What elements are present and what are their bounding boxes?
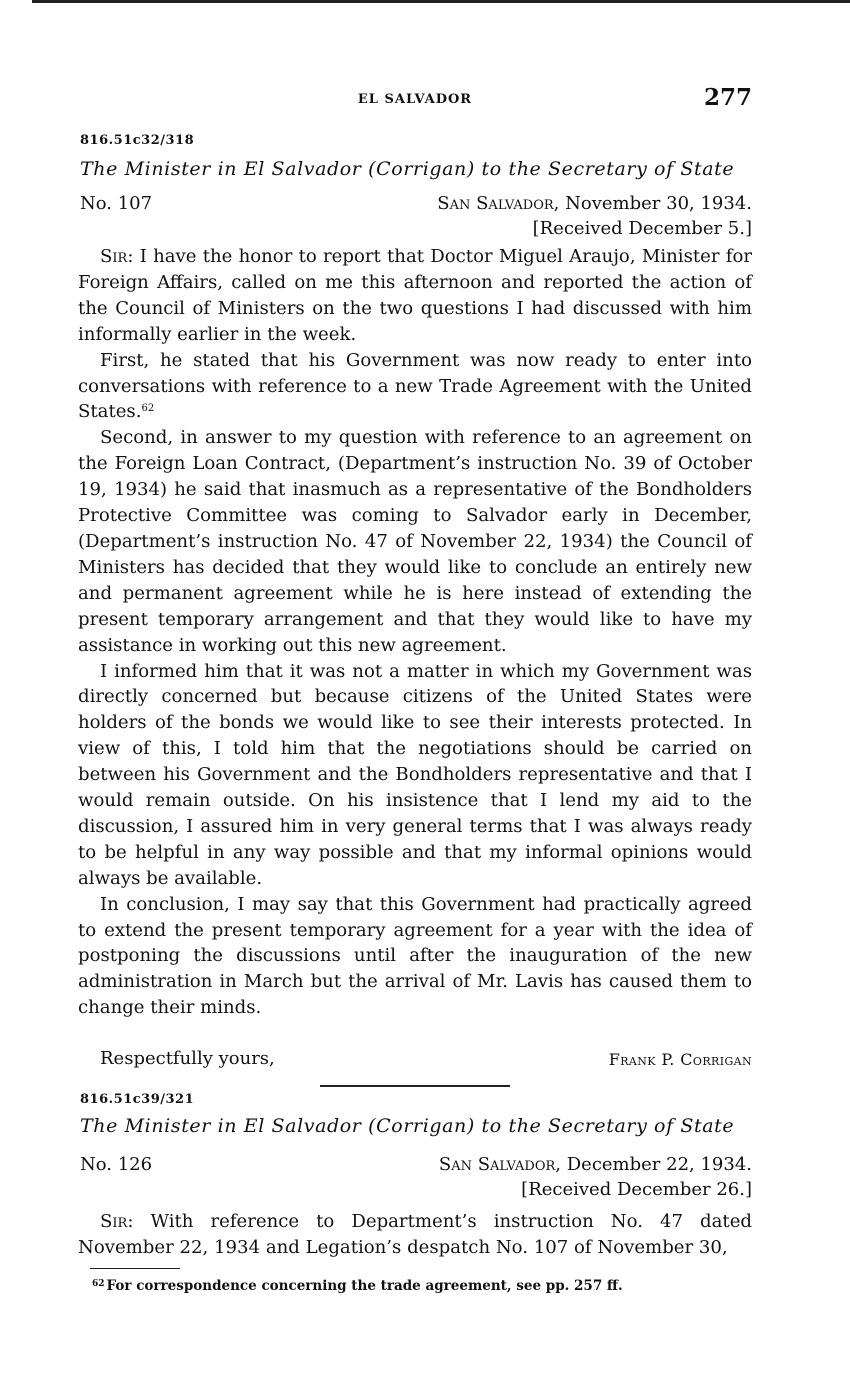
salutation: Sir: — [100, 246, 134, 267]
closing: Respectfully yours, — [100, 1048, 275, 1069]
paragraph-text: Second, in answer to my question with reference to an agreement on the Foreign Loan Contract, (Department’s instruction No. 39 of October 19, 1934) he said that inasmuch as a representative of the Bondholders Protective Committee was coming to Salvador early in December, (Department’s instruction No. 47 of November 22, 1934) the Council of Ministers has decided that they would like to conclude an entirely new and permanent agreement while he is here instead of extending the present temporary arrangement and that they would like to have my assistance in working out this new agreement. — [78, 427, 752, 656]
place-date — [437, 193, 752, 214]
place: San Salvador, — [437, 193, 560, 214]
signoff — [78, 1048, 752, 1074]
section-separator — [320, 1085, 510, 1087]
paragraph-text: I have the honor to report that Doctor Miguel Araujo, Minister for Foreign Affairs, called on me this afternoon and reported the action of the Council of Ministers on the two questions I had discussed with him informally earlier in the week. — [78, 246, 752, 345]
running-header — [78, 84, 752, 112]
document-heading: The Minister in El Salvador (Corrigan) to the Secretary of State — [80, 158, 735, 180]
place-date — [439, 1154, 752, 1175]
paragraph — [78, 348, 752, 426]
place: San Salvador, — [438, 1154, 561, 1175]
file-number: 816.51c39/321 — [80, 1092, 195, 1107]
file-number: 816.51c32/318 — [80, 133, 195, 148]
salutation: Sir: — [100, 1211, 134, 1232]
despatch-body — [78, 1209, 752, 1261]
paragraph-text: In conclusion, I may say that this Government had practically agreed to extend the present temporary agreement for a year with the idea of postponing the discussions until after the inauguration of the new administration in March but the arrival of Mr. Lavis has caused them to change their minds. — [78, 893, 752, 1019]
received-note: [Received December 5.] — [532, 218, 752, 239]
paragraph — [78, 425, 752, 658]
footnote-rule — [90, 1268, 180, 1269]
paragraph — [78, 1209, 752, 1261]
paragraph — [78, 892, 752, 1022]
date: December 22, 1934. — [566, 1154, 752, 1175]
dateline — [80, 193, 752, 217]
date: November 30, 1934. — [565, 193, 752, 214]
running-title: EL SALVADOR — [357, 92, 473, 107]
paragraph-text: With reference to Department’s instruction No. 47 dated November 22, 1934 and Legation’s despatch No. 107 of November 30, — [78, 1211, 752, 1258]
paragraph — [78, 659, 752, 892]
footnote-reference: 62 — [141, 403, 155, 415]
top-border-rule — [32, 0, 850, 3]
despatch-number: No. 107 — [80, 193, 153, 214]
despatch-body — [78, 244, 752, 1021]
page-number: 277 — [703, 84, 752, 111]
signature: Frank P. Corrigan — [608, 1050, 752, 1069]
paragraph-text: First, he stated that his Government was now ready to enter into conversations with reference to a new Trade Agreement with the United States. — [78, 349, 752, 423]
footnote — [92, 1278, 623, 1294]
despatch-number: No. 126 — [80, 1154, 153, 1175]
footnote-text: For correspondence concerning the trade agreement, see pp. 257 ff. — [106, 1278, 623, 1294]
document-heading: The Minister in El Salvador (Corrigan) to the Secretary of State — [80, 1115, 735, 1137]
paragraph-text: I informed him that it was not a matter in which my Government was directly concerned but because citizens of the United States were holders of the bonds we would like to see their interests protected. In view of this, I told him that the negotiations should be carried on between his Government and the Bondholders representative and that I would remain outside. On his insistence that I lend my aid to the discussion, I assured him in very general terms that I was always ready to be helpful in any way possible and that my informal opinions would always be available. — [78, 660, 752, 889]
received-note: [Received December 26.] — [521, 1179, 752, 1200]
dateline — [80, 1154, 752, 1178]
footnote-mark: 62 — [92, 1279, 105, 1289]
paragraph — [78, 244, 752, 348]
